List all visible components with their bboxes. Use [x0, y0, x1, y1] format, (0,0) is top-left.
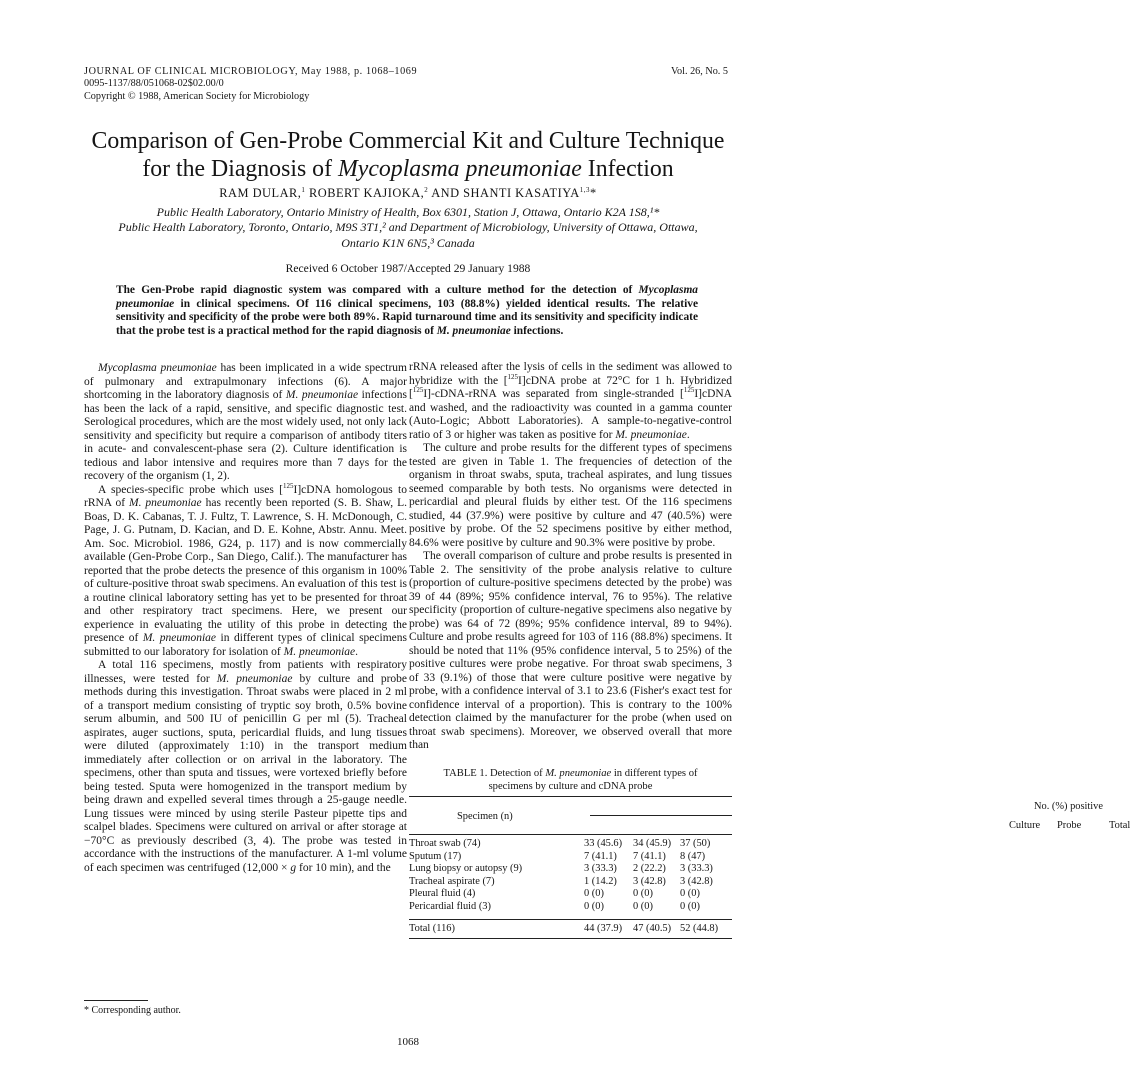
title-line-2: for the Diagnosis of Mycoplasma pneumoniae Infection	[142, 156, 674, 182]
table-cell-specimen: Total (116)	[409, 923, 455, 934]
table-cell-total: 3 (42.8)	[680, 875, 713, 887]
journal-citation: JOURNAL OF CLINICAL MICROBIOLOGY, May 1988, p. 1068–1069	[84, 66, 418, 77]
paper-title	[60, 127, 756, 183]
table-rule-bottom	[409, 938, 732, 939]
table-header-culture: Culture	[1009, 820, 1041, 831]
body-left-column	[84, 362, 407, 875]
affiliations	[60, 205, 756, 251]
table-rule-top	[409, 796, 732, 797]
journal-header	[84, 66, 417, 103]
table-cell-culture: 44 (37.9)	[584, 923, 623, 934]
table-cell-total: 8 (47)	[680, 850, 706, 862]
table-cell-probe: 2 (22.2)	[633, 863, 666, 875]
table-cell-culture: 3 (33.3)	[584, 863, 617, 875]
volume-issue: Vol. 26, No. 5	[671, 66, 728, 77]
paragraph: The overall comparison of culture and probe results is presented in Table 2. The sensitivity of the probe analysis relative to culture (proportion of culture-positive specimens detected by the probe) was 39 of 44 (89%; 95% confidence interval, 76 to 95%). The relative specificity (proportion of culture-negative specimens also negative by probe) was 64 of 72 (89%; 95% confidence interval, 89 to 94%). Culture and probe results agreed for 103 of 116 (88.8%) specimens. It should be noted that 11% (95% confidence interval, 5 to 25%) of the positive cultures were probe negative. For throat swab specimens, 3 of 33 (9.1%) of those that were culture positive were negative by probe, with a confidence interval of 3.1 to 23.6 (Fisher's exact test for confidence interval of a proportion). This is contrary to the 100% detection claimed by the manufacturer for the probe (when used on throat swab specimens). Moreover, we observed overall that more than	[409, 550, 732, 751]
table-cell-probe: 34 (45.9)	[633, 838, 672, 849]
paragraph: rRNA released after the lysis of cells in the sediment was allowed to hybridize with the [$^{125}$I]cDNA probe at 72°C for 1 h. Hybridized [$^{125}$I]-cDNA-rRNA was separated from single-stranded [$^{125}$I]cDNA and washed, and the radioactivity was counted in a gamma counter (Auto-Logic; Abbott Laboratories). A sample-to-negative-control ratio of 3 or higher was taken as positive for M. pneumoniae.	[409, 361, 732, 441]
table-header-probe: Probe	[1057, 820, 1082, 831]
table-cell-total: 0 (0)	[680, 888, 700, 900]
table-cell-probe: 0 (0)	[633, 901, 653, 912]
paragraph: Mycoplasma pneumoniae has been implicated in a wide spectrum of pulmonary and extrapulmonary infections (6). A major shortcoming in the laboratory diagnosis of M. pneumoniae infections has been the lack of a rapid, sensitive, and specific diagnostic test. Serological procedures, which are the most widely used, not only lack sensitivity and specificity but require a comparison of antibody titers in acute- and convalescent-phase sera (2). Culture identification is tedious and labor intensive and requires more than 7 days for the recovery of the organism (1, 2).	[84, 362, 407, 482]
footnote-rule	[84, 1000, 148, 1001]
affiliation-line-1: Public Health Laboratory, Ontario Ministry of Health, Box 6301, Station J, Ottawa, Ontario K2A 1S8,¹*	[156, 205, 660, 219]
table-header-group: No. (%) positive	[1034, 801, 1103, 812]
table-cell-probe: 47 (40.5)	[633, 923, 672, 934]
table-cell-total: 3 (33.3)	[680, 863, 713, 875]
table-cell-probe: 3 (42.8)	[633, 875, 666, 887]
table-cell-culture: 1 (14.2)	[584, 875, 617, 887]
table-cell-culture: 0 (0)	[584, 888, 604, 900]
received-dates: Received 6 October 1987/Accepted 29 January 1988	[285, 262, 531, 275]
author-kasatiya: AND SHANTI KASATIYA	[428, 186, 580, 200]
table-cell-total: 52 (44.8)	[680, 923, 719, 934]
paragraph: A total 116 specimens, mostly from patients with respiratory illnesses, were tested for M. pneumoniae by culture and probe methods during this investigation. Throat swabs were placed in 2 ml of a transport medium consisting of tryptic soy broth, 0.5% bovine serum albumin, and 500 IU of penicillin G per ml (5). Tracheal aspirates, auger suctions, sputa, pericardial fluids, and lung tissues were diluted (approximately 1:10) in the transport medium immediately after collection or on arrival in the laboratory. The specimens, other than sputa and tissues, were vortexed briefly before being tested. Sputa were homogenized in the transport medium by being drawn and expelled several times through a 25-gauge needle. Lung tissues were minced by using sterile Pasteur pipette tips and scalpel blades. Specimens were cultured on arrival or after storage at −70°C as previously described (3, 4). The probe was tested in accordance with the instructions of the manufacturer. A 1-ml volume of each specimen was centrifuged (12,000 × g for 10 min), and the	[84, 659, 408, 874]
body-right-column	[409, 361, 732, 753]
title-line-1: Comparison of Gen-Probe Commercial Kit and Culture Technique	[91, 128, 725, 154]
table-cell-specimen: Lung biopsy or autopsy (9)	[409, 863, 523, 875]
table-cell-specimen: Tracheal aspirate (7)	[409, 875, 495, 887]
page-number: 1068	[397, 1036, 419, 1048]
table-cell-total: 37 (50)	[680, 838, 711, 849]
table-caption: TABLE 1. Detection of M. pneumoniae in different types of specimens by culture and cDNA probe	[443, 768, 698, 792]
table-rule-total	[409, 919, 732, 920]
author-kajioka: ROBERT KAJIOKA,	[305, 186, 425, 200]
footnote: * Corresponding author.	[84, 1005, 181, 1016]
table-cell-specimen: Pericardial fluid (3)	[409, 901, 491, 912]
table-cell-total: 0 (0)	[680, 901, 700, 912]
table-cell-specimen: Sputum (17)	[409, 850, 462, 862]
table-cell-specimen: Pleural fluid (4)	[409, 888, 476, 900]
paragraph: A species-specific probe which uses [$^{125}$I]cDNA homologous to rRNA of M. pneumoniae has recently been reported (S. B. Shaw, L. Boas, D. K. Cabanas, T. J. Fultz, T. Lawrence, S. H. McDonough, C. Page, J. G. Putnam, D. Kacian, and D. E. Kohne, Abstr. Annu. Meet. Am. Soc. Microbiol. 1986, G24, p. 117) and is now commercially available (Gen-Probe Corp., San Diego, Calif.). The manufacturer has reported that the probe detects the presence of this organism in 100% of culture-positive throat swab specimens. An evaluation of this test is a routine clinical laboratory setting has yet to be presented for throat and other respiratory tract specimens. Here, we present our experience in evaluating the utility of this probe in detecting the presence of M. pneumoniae in different types of clinical specimens submitted to our laboratory for isolation of M. pneumoniae.	[84, 481, 407, 658]
author-dular: RAM DULAR,	[219, 186, 302, 200]
paragraph: The culture and probe results for the different types of specimens tested are given in Table 1. The frequencies of detection of the organism in throat swabs, sputa, tracheal aspirates, and lung tissues seemed comparable by both tests. No organisms were detected in pericardial and pleural fluids by either test. Of the 116 specimens studied, 44 (37.9%) were positive by culture and 47 (40.5%) were positive by probe. Of the 52 specimens positive by either method, 84.6% were positive by culture and 90.3% were positive by probe.	[409, 442, 732, 549]
table-cell-probe: 7 (41.1)	[633, 850, 666, 862]
abstract: The Gen-Probe rapid diagnostic system was compared with a culture method for the detection of Mycoplasma pneumoniae in clinical specimens. Of 116 clinical specimens, 103 (88.8%) yielded identical results. The relative sensitivity and specificity of the probe were both 89%. Rapid turnaround time and its sensitivity and specificity indicate that the probe test is a practical method for the rapid diagnosis of M. pneumoniae infections.	[116, 284, 698, 337]
table-rule-group	[590, 815, 732, 816]
affiliation-line-3: Ontario K1N 6N5,³ Canada	[341, 235, 475, 250]
journal-code: 0095-1137/88/051068-02$02.00/0	[84, 78, 224, 90]
table-cell-culture: 0 (0)	[584, 901, 604, 912]
copyright: Copyright © 1988, American Society for Microbiology	[84, 90, 310, 102]
table-cell-culture: 33 (45.6)	[584, 838, 623, 849]
table-cell-probe: 0 (0)	[633, 888, 653, 900]
author-list: RAM DULAR,$^1$ ROBERT KAJIOKA,$^2$ AND SHANTI KASATIYA$^{1,3}$*	[219, 185, 597, 200]
table-cell-specimen: Throat swab (74)	[409, 838, 481, 849]
table-header-total: Total	[1109, 820, 1130, 831]
table-rule-header	[409, 834, 732, 835]
table-cell-culture: 7 (41.1)	[584, 850, 617, 862]
table-header-specimen: Specimen (n)	[457, 811, 513, 822]
affiliation-line-2: Public Health Laboratory, Toronto, Ontario, M9S 3T1,² and Department of Microbiology, University of Ottawa, Ottawa,	[118, 220, 698, 235]
